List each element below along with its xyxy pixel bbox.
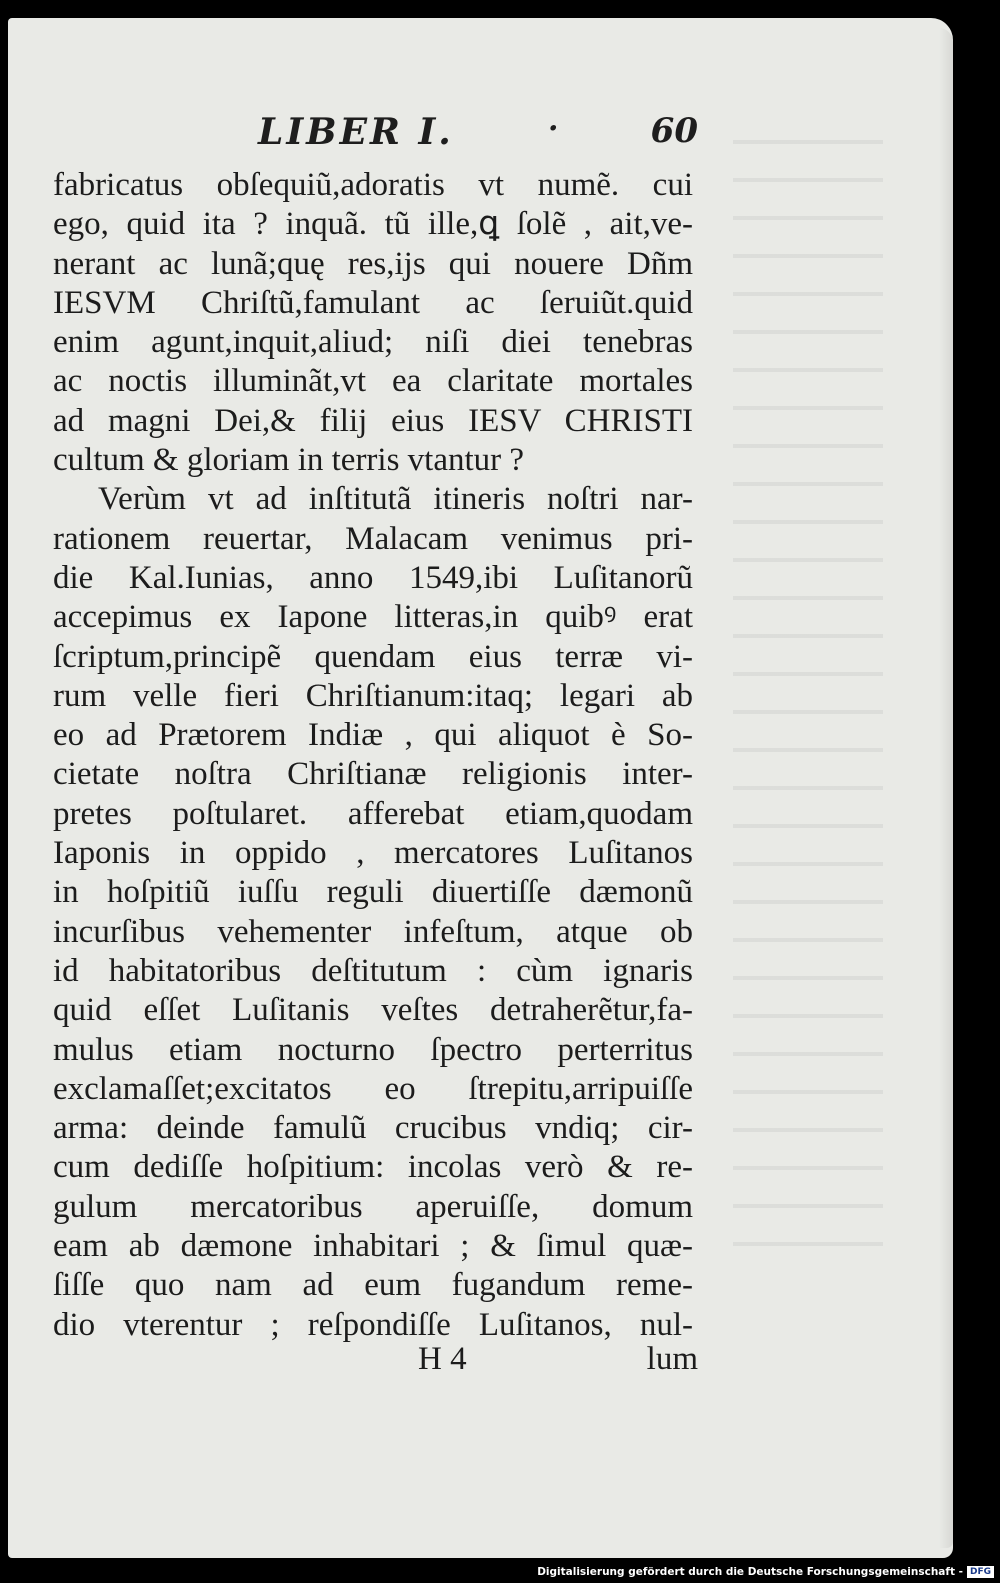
text-line: eo ad Prætorem Indiæ , qui aliquot è So-: [53, 717, 693, 754]
text-line: nerant ac lunã;quę res,ijs qui nouere Dñm: [53, 245, 693, 282]
text-line: ego, quid ita ? inquã. tũ ille,ꝗ ſolẽ , ait,ve-: [53, 206, 693, 243]
text-line: id habitatoribus deſtitutum : cùm ignaris: [53, 952, 693, 989]
text-line: Iaponis in oppido , mercatores Luſitanos: [53, 835, 693, 872]
dfg-logo: DFG: [967, 1566, 994, 1578]
body-text: [53, 166, 693, 1345]
text-line: arma: deinde famulũ crucibus vndiq; cir-: [53, 1110, 693, 1147]
text-line: mulus etiam nocturno ſpectro perterritus: [53, 1031, 693, 1068]
text-line: cultum & gloriam in terris vtantur ?: [53, 442, 525, 479]
signature-mark: H 4: [418, 1341, 467, 1377]
text-line: quid eſſet Luſitanis veſtes detraherẽtur,fa-: [53, 992, 693, 1029]
text-line: die Kal.Iunias, anno 1549,ibi Luſitanorũ: [53, 559, 693, 596]
text-line: dio vterentur ; reſpondiſſe Luſitanos, nul-: [53, 1306, 693, 1343]
page-edge-shadow: [939, 28, 953, 1548]
text-line: fabricatus obſequiũ,adoratis vt numẽ. cui: [53, 167, 693, 203]
catchword: lum: [646, 1341, 698, 1377]
text-line: incurſibus vehementer infeſtum, atque ob: [53, 913, 693, 950]
digitization-credit: [537, 1565, 994, 1579]
text-line: gulum mercatoribus aperuiſſe, domum: [53, 1188, 693, 1225]
text-line: ſiſſe quo nam ad eum fugandum reme-: [53, 1267, 693, 1304]
book-page: [8, 18, 953, 1558]
text-line: pretes poſtularet. afferebat etiam,quodam: [53, 795, 693, 832]
text-line: cietate noſtra Chriſtianæ religionis inter-: [53, 756, 693, 793]
page-footer: [418, 1341, 698, 1381]
text-line: ad magni Dei,& filij eius IESV CHRISTI: [53, 402, 693, 439]
text-line: exclamaſſet;excitatos eo ſtrepitu,arripuiſſe: [53, 1070, 693, 1107]
text-line: ac noctis illuminãt,vt ea claritate mortales: [53, 363, 693, 400]
text-line: IESVM Chriſtũ,famulant ac ſeruiũt.quid: [53, 284, 693, 321]
text-line: ſcriptum,principẽ quendam eius terræ vi-: [53, 638, 693, 675]
paragraph-start-line: Verùm vt ad inſtitutã itineris noſtri nar-: [98, 481, 693, 518]
text-line: cum dediſſe hoſpitium: incolas verò & re-: [53, 1149, 693, 1186]
running-title: LIBER I.: [258, 111, 454, 153]
show-through-text: [733, 118, 883, 1268]
text-line: accepimus ex Iapone litteras,in quibꝰ erat: [53, 599, 693, 636]
running-header: [258, 111, 698, 155]
text-line: in hoſpitiũ iuſſu reguli diuertiſſe dæmonũ: [53, 874, 693, 911]
header-dot: ·: [548, 111, 559, 146]
text-line: rationem reuertar, Malacam venimus pri-: [53, 520, 693, 557]
text-line: eam ab dæmone inhabitari ; & ſimul quæ-: [53, 1228, 693, 1265]
credit-text: Digitalisierung gefördert durch die Deutsche Forschungsgemeinschaft -: [537, 1566, 963, 1578]
folio-number: 60: [650, 111, 698, 151]
text-line: rum velle fieri Chriſtianum:itaq; legari ab: [53, 677, 693, 714]
text-line: enim agunt,inquit,aliud; niſi diei tenebras: [53, 324, 693, 361]
